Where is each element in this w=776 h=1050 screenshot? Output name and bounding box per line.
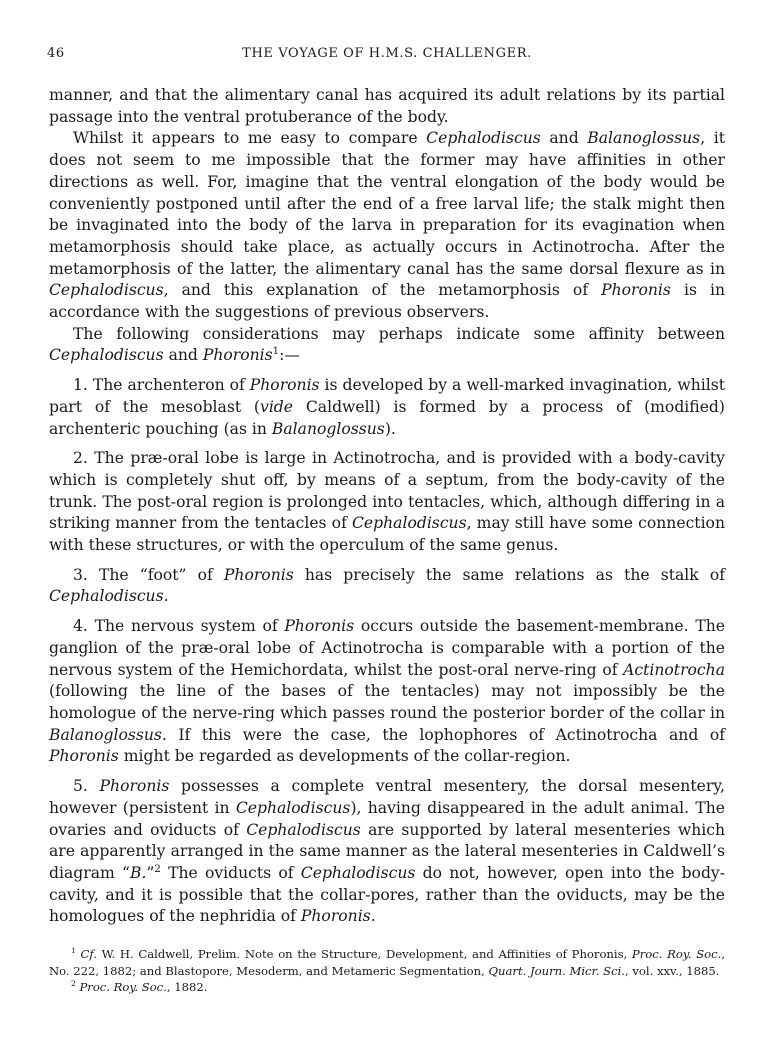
- footnote: $^2$ Proc. Roy. Soc., 1882.: [71, 979, 208, 995]
- list-item: 1. The archenteron of Phoronis is developed by a well-marked invagination, whilst part of the mesoblast (vide Caldwell) is formed by a process of (modified) archenteric pouching (as in Balanoglossus).: [49, 376, 725, 438]
- paragraph: manner, and that the alimentary canal has acquired its adult relations by its partial passage into the ventral protuberance of the body.: [49, 86, 725, 126]
- footnote-ref[interactable]: 2: [154, 863, 161, 875]
- running-title: THE VOYAGE OF H.M.S. CHALLENGER.: [242, 46, 532, 61]
- page: [49, 44, 725, 996]
- footnote-ref[interactable]: 1: [272, 346, 280, 358]
- page-number: 46: [47, 46, 65, 61]
- paragraph: The following considerations may perhaps indicate some affinity between Cephalodiscus and Phoronis$^1$:—: [49, 324, 725, 365]
- list-item: 4. The nervous system of Phoronis occurs outside the basement-membrane. The ganglion of the præ-oral lobe of Actinotrocha is comparable with a portion of the nervous system of the Hemichordata, whilst the post-oral nerve-ring of Actinotrocha (following the line of the bases of the tentacles) may not impossibly be the homologue of the nerve-ring which passes round the posterior border of the collar in Balanoglossus. If this were the case, the lophophores of Actinotrocha and of Phoronis might be regarded as developments of the collar-region.: [49, 617, 725, 766]
- footnote: $^1$ Cf. W. H. Caldwell, Prelim. Note on the Structure, Development, and Affinities of Phoronis, Proc. Roy. Soc., No. 222, 1882; and Blastopore, Mesoderm, and Metameric Segmentation, Quart. Journ. Micr. Sci., vol. xxv., 1885.: [49, 946, 725, 978]
- footnotes: [49, 946, 725, 996]
- list-item: 5. Phoronis possesses a complete ventral mesentery, the dorsal mesentery, however (persistent in Cephalodiscus), having disappeared in the adult animal. The ovaries and oviducts of Cephalodiscus are supported by lateral mesenteries which are apparently arranged in the same manner as the lateral mesenteries in Caldwell’s diagram “B.”$^2$ The oviducts of Cephalodiscus do not, however, open into the body-cavity, and it is possible that the collar-pores, rather than the oviducts, may be the homologues of the nephridia of Phoronis.: [49, 777, 726, 926]
- page-header: [49, 44, 725, 70]
- list-item: 3. The “foot” of Phoronis has precisely the same relations as the stalk of Cephalodiscus.: [49, 565, 726, 606]
- list-item: 2. The præ-oral lobe is large in Actinotrocha, and is provided with a body-cavity which is completely shut off, by means of a septum, from the body-cavity of the trunk. The post-oral region is prolonged into tentacles, which, although differing in a striking manner from the tentacles of Cephalodiscus, may still have some connection with these structures, or with the operculum of the same genus.: [49, 449, 725, 555]
- paragraph: Whilst it appears to me easy to compare Cephalodiscus and Balanoglossus, it does not seem to me impossible that the former may have affinities in other directions as well. For, imagine that the ventral elongation of the body would be conveniently postponed until after the end of a free larval life; the stalk might then be invaginated into the body of the larva in preparation for its evagination when metamorphosis should take place, as actually occurs in Actinotrocha. After the metamorphosis of the latter, the alimentary canal has the same dorsal flexure as in Cephalodiscus, and this explanation of the metamorphosis of Phoronis is in accordance with the suggestions of previous observers.: [49, 129, 725, 322]
- body-text: [49, 85, 725, 928]
